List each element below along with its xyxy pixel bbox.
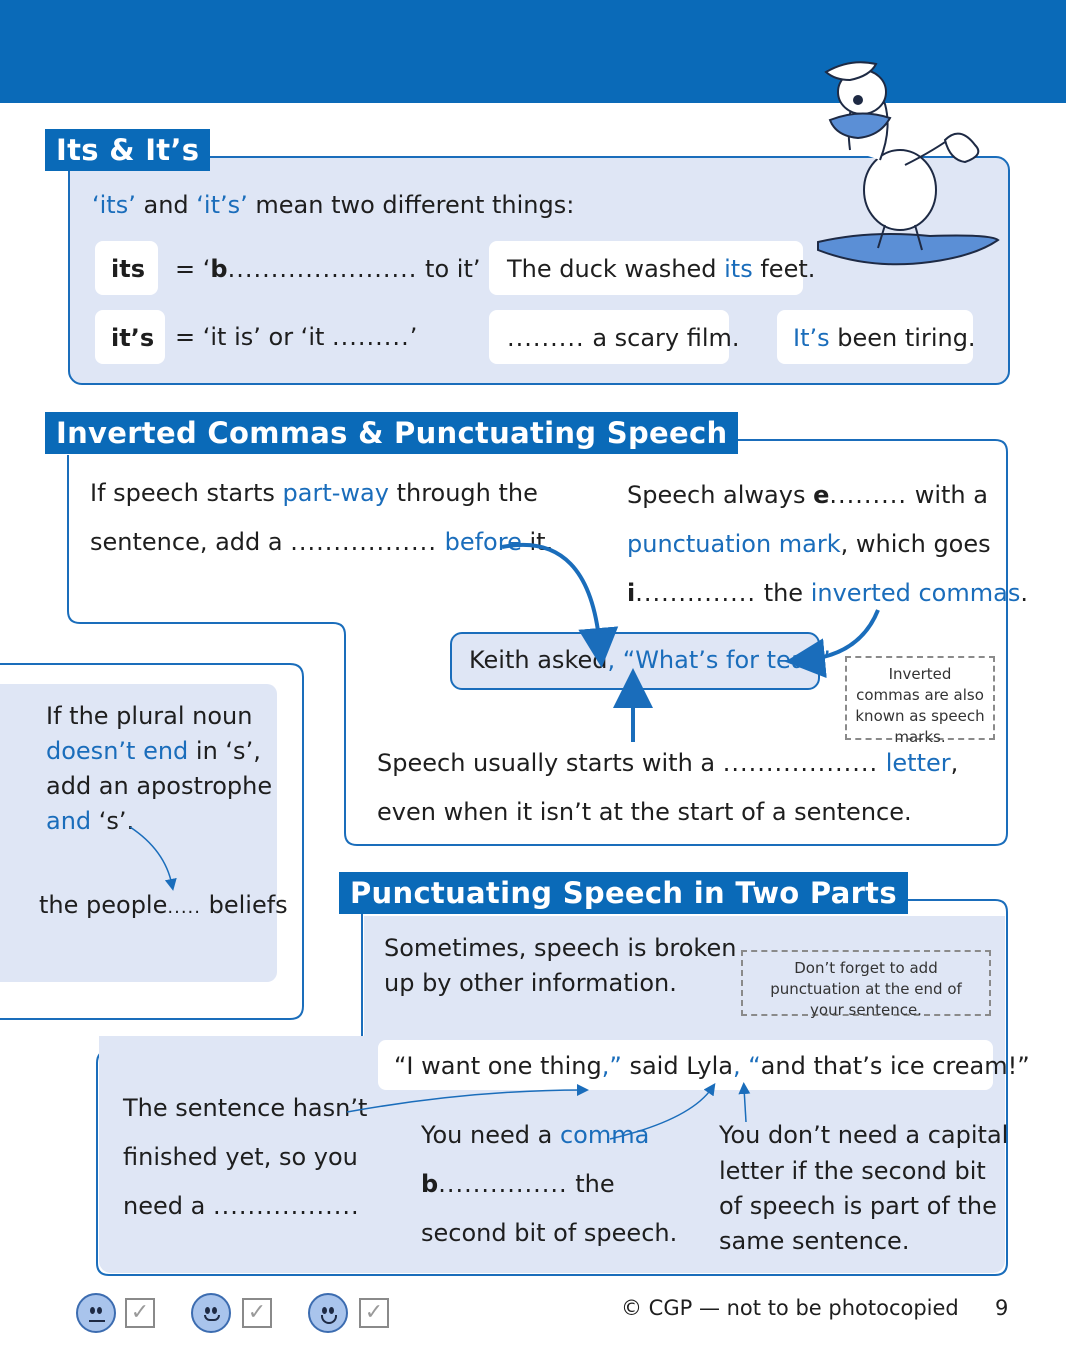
plural-line4 (46, 807, 134, 836)
plural-line2 (46, 737, 261, 766)
its-letter: b (210, 255, 228, 283)
page-number: 9 (995, 1296, 1009, 1320)
word-its: its (111, 255, 145, 283)
left-line1-blue: part-way (282, 479, 389, 507)
speech-right-line3 (627, 579, 1028, 608)
keith-speech: “What’s for tea?” (622, 646, 831, 674)
right-line3-dots[interactable]: .............. (635, 579, 757, 607)
two-parts-left-line1: The sentence hasn’t (123, 1094, 368, 1122)
its-intro (92, 191, 574, 220)
two-parts-right-line3: of speech is part of the (719, 1192, 997, 1220)
speech-bottom-line2: even when it isn’t at the start of a sentence. (377, 798, 912, 826)
example2-dots[interactable]: ......... (507, 324, 585, 352)
checkbox-3[interactable]: ✓ (359, 1298, 389, 1328)
right-line3-pre: the (763, 579, 804, 607)
left-line3-pre: need a (123, 1192, 206, 1220)
speech-right-line1 (627, 481, 988, 510)
left-line2-blue: before (444, 528, 522, 556)
left-line1-pre: If speech starts (90, 479, 275, 507)
two-parts-left-line3 (123, 1192, 360, 1221)
right-line2-blue: punctuation mark (627, 530, 841, 558)
speech-marks-note: Inverted commas are also known as speech marks. (845, 656, 995, 740)
checkbox-2[interactable]: ✓ (242, 1298, 272, 1328)
bottom-line1-blue: letter (885, 749, 951, 777)
lyla-open: “I want one thing (394, 1052, 602, 1080)
two-parts-mid-line1 (421, 1121, 649, 1150)
right-line3-letter: i (627, 579, 636, 607)
left-line2-post: it. (529, 528, 554, 556)
it-s-dots[interactable]: ......... (332, 323, 410, 351)
its-tail: to it’ (425, 255, 481, 283)
speech-right-line2 (627, 530, 991, 559)
left-line2-dots[interactable]: ................. (290, 528, 437, 556)
plural-line4-post: ‘s’. (98, 807, 135, 835)
right-line3-post: . (1020, 579, 1028, 607)
right-line1-pre: Speech always (627, 481, 806, 509)
its-definition (175, 255, 480, 284)
intro-its2: ‘it’s’ (196, 191, 248, 219)
example2-rest: a scary film. (592, 324, 740, 352)
bottom-line1-dots[interactable]: .................. (722, 749, 879, 777)
sad-face-icon[interactable] (76, 1293, 116, 1333)
its-eq: = ‘ (175, 255, 211, 283)
example-3 (793, 324, 976, 353)
right-line3-blue: inverted commas (810, 579, 1021, 607)
plural-example-post: beliefs (208, 891, 288, 919)
speech-section-title: Inverted Commas & Punctuating Speech (45, 412, 738, 454)
happy-face-icon[interactable] (308, 1293, 348, 1333)
plural-line4-blue: and (46, 807, 92, 835)
speech-left-line2 (90, 528, 553, 557)
its-dots[interactable]: ...................... (227, 255, 418, 283)
lyla-open2: “ (748, 1052, 761, 1080)
left-line2-pre: sentence, add a (90, 528, 283, 556)
copyright: © CGP — not to be photocopied (621, 1296, 959, 1320)
two-parts-mid-line2 (421, 1170, 615, 1199)
it-s-definition (175, 323, 417, 352)
right-line2-post: , which goes (840, 530, 991, 558)
two-parts-left-line2: finished yet, so you (123, 1143, 358, 1171)
lyla-comma2: , (732, 1052, 741, 1080)
intro-and: and (143, 191, 189, 219)
two-parts-panel-gap (99, 1053, 365, 1083)
two-parts-intro-line1: Sometimes, speech is broken (384, 934, 737, 962)
left-line3-dots[interactable]: ................. (212, 1192, 360, 1220)
right-line1-dots[interactable]: ......... (829, 481, 908, 509)
plural-example-dots[interactable]: ..... (167, 897, 201, 918)
word-it-s: it’s (111, 324, 155, 352)
keith-example (469, 646, 831, 675)
two-parts-right-line4: same sentence. (719, 1227, 910, 1255)
speech-left-line1 (90, 479, 538, 508)
plural-line2-blue: doesn’t end (46, 737, 189, 765)
right-line1-letter: e (813, 481, 830, 509)
mid-line1-pre: You need a (421, 1121, 553, 1149)
plural-line2-post: in ‘s’, (195, 737, 261, 765)
speech-bottom-line1 (377, 749, 958, 778)
example3-word: It’s (793, 324, 830, 352)
example1-pre: The duck washed (507, 255, 717, 283)
keith-comma: , (607, 646, 616, 674)
mid-line2-letter: b (421, 1170, 439, 1198)
example1-word: its (724, 255, 753, 283)
plural-example (39, 891, 288, 920)
its-section-title: Its & It’s (45, 129, 210, 171)
punctuation-note: Don’t forget to add punctuation at the end of your sentence. (741, 950, 991, 1016)
two-parts-right-line1: You don’t need a capital (719, 1121, 1009, 1149)
lyla-end: and that’s ice cream!” (760, 1052, 1030, 1080)
two-parts-section-title: Punctuating Speech in Two Parts (339, 872, 908, 914)
neutral-face-icon[interactable] (191, 1293, 231, 1333)
two-parts-intro-line2: up by other information. (384, 969, 677, 997)
lyla-comma1: ,” (601, 1052, 622, 1080)
bottom-line1-post: , (950, 749, 959, 777)
plural-line3: add an apostrophe (46, 772, 273, 800)
plural-example-pre: the people (39, 891, 168, 919)
lyla-mid: said Lyla (629, 1052, 733, 1080)
intro-its: ‘its’ (92, 191, 136, 219)
keith-pre: Keith asked (469, 646, 608, 674)
example-2 (507, 324, 740, 353)
bottom-line1-pre: Speech usually starts with a (377, 749, 716, 777)
it-s-tail: ’ (409, 323, 418, 351)
example1-post: feet. (760, 255, 816, 283)
mid-line2-post: the (575, 1170, 615, 1198)
it-s-eq: = ‘it is’ or ‘it (175, 323, 325, 351)
two-parts-mid-line3: second bit of speech. (421, 1219, 678, 1247)
plural-line1: If the plural noun (46, 702, 253, 730)
lyla-example (394, 1052, 1030, 1081)
header-band (0, 0, 1066, 103)
two-parts-right-line2: letter if the second bit (719, 1157, 986, 1185)
mid-line1-blue: comma (559, 1121, 650, 1149)
example-1 (507, 255, 815, 284)
example3-rest: been tiring. (837, 324, 976, 352)
checkbox-1[interactable]: ✓ (125, 1298, 155, 1328)
mid-line2-dots[interactable]: ............... (438, 1170, 568, 1198)
intro-rest: mean two different things: (255, 191, 575, 219)
right-line1-post: with a (914, 481, 988, 509)
left-line1-post: through the (396, 479, 538, 507)
